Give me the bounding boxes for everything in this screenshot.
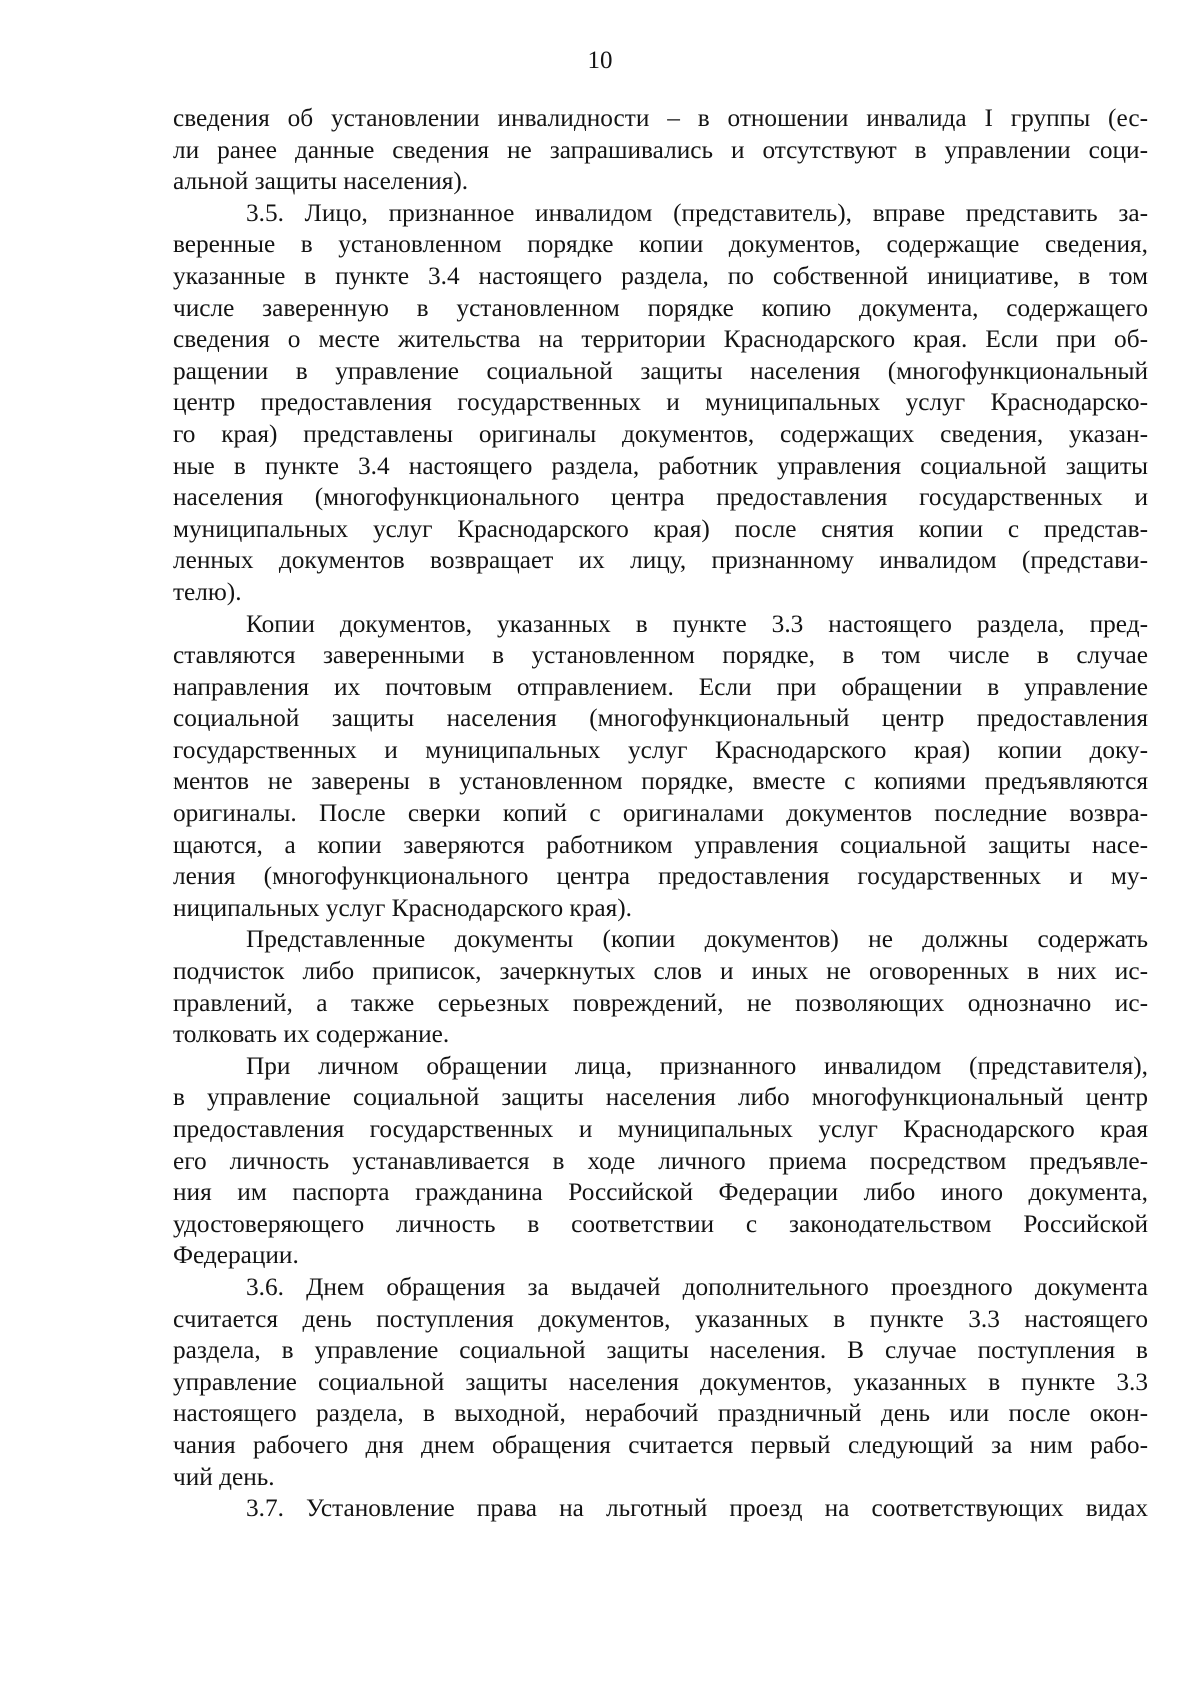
text-line: ставляются заверенными в установленном порядке, в том числе в случае [173, 641, 1148, 670]
text-line: в управление социальной защиты населения либо многофункциональный центр [173, 1083, 1148, 1112]
text-line: ленных документов возвращает их лицу, признанному инвалидом (представи- [173, 546, 1148, 575]
text-line: веренные в установленном порядке копии документов, содержащие сведения, [173, 230, 1148, 259]
text-line: удостоверяющего личность в соответствии с законодательством Российской [173, 1209, 1148, 1238]
text-line: чий день. [173, 1462, 275, 1491]
paragraph [173, 198, 1148, 609]
text-line: чания рабочего дня днем обращения считается первый следующий за ним рабо- [173, 1430, 1148, 1459]
text-line: указанные в пункте 3.4 настоящего раздела, по собственной инициативе, в том [173, 261, 1148, 290]
text-line: ниципальных услуг Краснодарского края). [173, 893, 632, 922]
text-line: При личном обращении лица, признанного инвалидом (представителя), [246, 1051, 1148, 1080]
text-line: сведения об установлении инвалидности – в отношении инвалида I группы (ес- [173, 104, 1148, 132]
text-line: альной защиты населения). [173, 167, 469, 196]
text-line: предоставления государственных и муниципальных услуг Краснодарского края [173, 1115, 1148, 1143]
text-line: управление социальной защиты населения документов, указанных в пункте 3.3 [173, 1367, 1148, 1396]
text-line: подчисток либо приписок, зачеркнутых слов и иных не оговоренных в них ис- [173, 957, 1148, 986]
text-line: телю). [173, 577, 242, 606]
text-line: населения (многофункционального центра предоставления государственных и [173, 483, 1148, 512]
text-line: Копии документов, указанных в пункте 3.3 настоящего раздела, пред- [246, 609, 1148, 638]
text-line: щаются, а копии заверяются работником управления социальной защиты насе- [173, 830, 1148, 859]
text-line: ментов не заверены в установленном порядке, вместе с копиями предъявляются [173, 767, 1148, 796]
page-number: 10 [587, 47, 613, 74]
text-line: ния им паспорта гражданина Российской Федерации либо иного документа, [173, 1178, 1148, 1207]
text-line: числе заверенную в установленном порядке копию документа, содержащего [173, 293, 1148, 322]
text-line: настоящего раздела, в выходной, нерабочий праздничный день или после окон- [173, 1399, 1148, 1428]
text-line: его личность устанавливается в ходе личного приема посредством предъявле- [173, 1146, 1148, 1175]
paragraph [173, 1272, 1148, 1493]
text-line: муниципальных услуг Краснодарского края) после снятия копии с представ- [173, 514, 1148, 543]
text-line: 3.7. Установление права на льготный проезд на соответствующих видах [246, 1494, 1148, 1523]
text-line: правлений, а также серьезных повреждений, не позволяющих однозначно ис- [173, 988, 1148, 1017]
text-line: сведения о месте жительства на территории Краснодарского края. Если при об- [173, 325, 1148, 354]
text-line: раздела, в управление социальной защиты населения. В случае поступления в [173, 1336, 1148, 1365]
text-line: ные в пункте 3.4 настоящего раздела, работник управления социальной защиты [173, 451, 1148, 480]
text-line: государственных и муниципальных услуг Краснодарского края) копии доку- [173, 735, 1148, 764]
text-line: ращении в управление социальной защиты населения (многофункциональный [173, 356, 1148, 385]
text-line: социальной защиты населения (многофункциональный центр предоставления [173, 704, 1148, 733]
text-line: ли ранее данные сведения не запрашивались и отсутствуют в управлении соци- [173, 135, 1148, 164]
text-line: центр предоставления государственных и муниципальных услуг Краснодарско- [173, 388, 1148, 417]
text-line: направления их почтовым отправлением. Если при обращении в управление [173, 672, 1148, 701]
text-line: оригиналы. После сверки копий с оригиналами документов последние возвра- [173, 799, 1148, 828]
paragraph [173, 609, 1148, 925]
document-body [173, 103, 1148, 1525]
text-line: 3.6. Днем обращения за выдачей дополнительного проездного документа [246, 1272, 1148, 1301]
text-line: толковать их содержание. [173, 1020, 450, 1049]
text-line: 3.5. Лицо, признанное инвалидом (представитель), вправе представить за- [246, 198, 1148, 227]
paragraph [173, 103, 1148, 198]
text-line: Представленные документы (копии документов) не должны содержать [246, 925, 1148, 954]
paragraph [173, 924, 1148, 1050]
text-line: ления (многофункционального центра предоставления государственных и му- [173, 862, 1148, 891]
paragraph [173, 1493, 1148, 1525]
text-line: Федерации. [173, 1241, 299, 1270]
text-line: го края) представлены оригиналы документов, содержащих сведения, указан- [173, 419, 1148, 448]
paragraph [173, 1051, 1148, 1272]
text-line: считается день поступления документов, указанных в пункте 3.3 настоящего [173, 1304, 1148, 1333]
